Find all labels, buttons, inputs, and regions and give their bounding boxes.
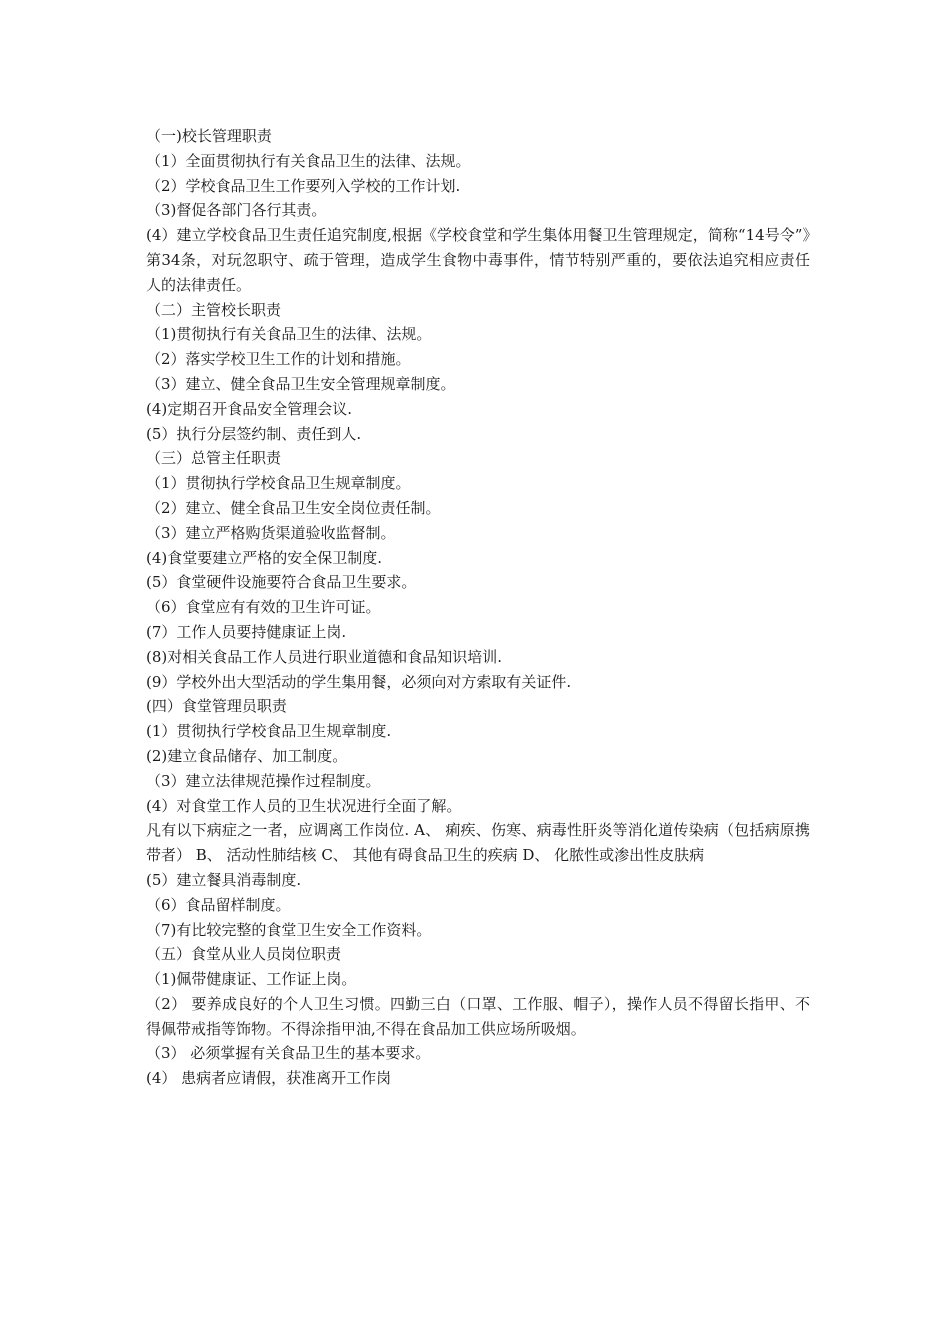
- list-item: (5）食堂硬件设施要符合食品卫生要求。: [146, 573, 417, 592]
- section-heading-director: （三）总管主任职责: [146, 449, 282, 468]
- section-heading-vice-principal: （二）主管校长职责: [146, 300, 282, 319]
- list-item: (2)建立食品储存、加工制度。: [146, 746, 348, 765]
- list-item: （1）贯彻执行学校食品卫生规章制度。: [146, 474, 411, 493]
- list-item: (4)食堂要建立严格的安全保卫制度.: [146, 548, 383, 567]
- list-item: （3）建立法律规范操作过程制度。: [146, 771, 381, 790]
- list-item: (7）工作人员要持健康证上岗.: [146, 622, 347, 641]
- list-item: (1）贯彻执行学校食品卫生规章制度.: [146, 722, 392, 741]
- list-item: （2）落实学校卫生工作的计划和措施。: [146, 350, 411, 369]
- list-item: （1）全面贯彻执行有关食品卫生的法律、法规。: [146, 151, 471, 170]
- list-item: （2）建立、健全食品卫生安全岗位责任制。: [146, 498, 441, 517]
- section-heading-staff: （五）食堂从业人员岗位职责: [146, 945, 342, 964]
- list-item: （2） 要养成良好的个人卫生习惯。四勤三白（口罩、工作服、帽子），操作人员不得留长指甲、不得佩带戒指等饰物。不得涂指甲油,不得在食品加工供应场所吸烟。: [146, 994, 810, 1038]
- paragraph-disease-list: 凡有以下病症之一者，应调离工作岗位. A、 痢疾、伤寒、病毒性肝炎等消化道传染病（包括病原携带者） B、 活动性肺结核 C、 其他有碍食品卫生的疾病 D、 化脓性或渗出性皮肤病: [146, 821, 810, 865]
- section-heading-canteen-manager: (四）食堂管理员职责: [146, 697, 287, 716]
- list-item: （1)贯彻执行有关食品卫生的法律、法规。: [146, 325, 432, 344]
- list-item: （2）学校食品卫生工作要列入学校的工作计划.: [146, 176, 461, 195]
- list-item: （3）建立、健全食品卫生安全管理规章制度。: [146, 374, 456, 393]
- list-item: (4)定期召开食品安全管理会议.: [146, 399, 353, 418]
- list-item: （7)有比较完整的食堂卫生安全工作资料。: [146, 920, 432, 939]
- document-body: [146, 124, 810, 1091]
- list-item: (4）建立学校食品卫生责任追究制度,根据《学校食堂和学生集体用餐卫生管理规定，简称“14号令”》第34条，对玩忽职守、疏于管理，造成学生食物中毒事件，情节特别严重的，要依法追究相应责任人的法律责任。: [146, 226, 810, 294]
- list-item: (8)对相关食品工作人员进行职业道德和食品知识培训.: [146, 647, 503, 666]
- list-item: (9）学校外出大型活动的学生集用餐，必须向对方索取有关证件.: [146, 672, 572, 691]
- list-item: （3） 必须掌握有关食品卫生的基本要求。: [146, 1044, 431, 1063]
- list-item: （3）建立严格购货渠道验收监督制。: [146, 523, 396, 542]
- list-item: (5）执行分层签约制、责任到人.: [146, 424, 362, 443]
- list-item: （3)督促各部门各行其责。: [146, 201, 327, 220]
- list-item: (4）对食堂工作人员的卫生状况进行全面了解。: [146, 796, 462, 815]
- list-item: （6）食堂应有有效的卫生许可证。: [146, 598, 381, 617]
- section-heading-principal: （一)校长管理职责: [146, 127, 272, 145]
- list-item: （6）食品留样制度。: [146, 895, 291, 914]
- list-item: （1)佩带健康证、工作证上岗。: [146, 970, 357, 989]
- list-item: (4） 患病者应请假，获准离开工作岗: [146, 1069, 392, 1088]
- list-item: (5）建立餐具消毒制度.: [146, 870, 302, 889]
